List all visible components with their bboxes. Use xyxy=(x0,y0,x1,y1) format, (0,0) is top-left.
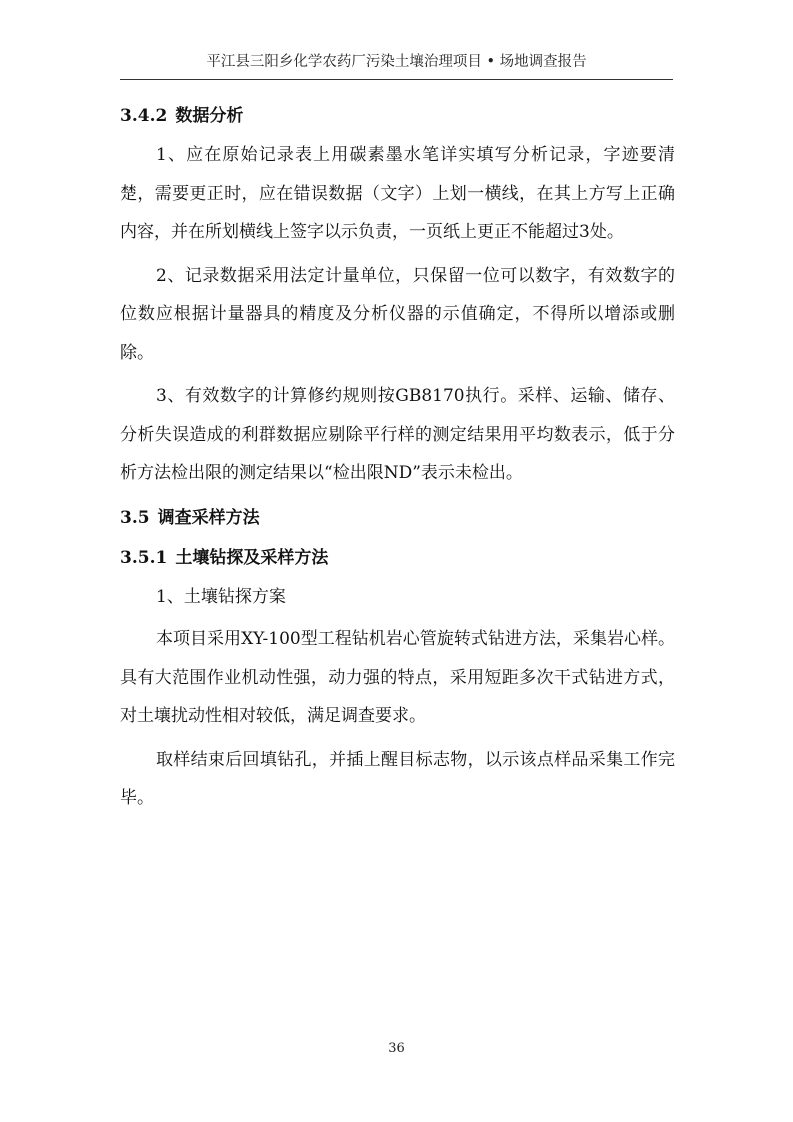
running-header: 平江县三阳乡化学农药厂污染土壤治理项目 • 场地调查报告 xyxy=(206,54,587,70)
section-number: 3.5 xyxy=(120,507,150,528)
paragraph: 1、应在原始记录表上用碳素墨水笔详实填写分析记录，字迹要清楚，需要更正时，应在错误数据（文字）上划一横线，在其上方写上正确内容，并在所划横线上签字以示负责，一页纸上更正不能超过3处。 xyxy=(120,145,675,242)
section-heading-3-5-1 xyxy=(120,538,675,578)
section-heading-3-4-2 xyxy=(120,96,675,136)
paragraph: 2、记录数据采用法定计量单位，只保留一位可以数字，有效数字的位数应根据计量器具的精度及分析仪器的示值确定，不得所以增添或删除。 xyxy=(120,265,675,363)
section-title: 数据分析 xyxy=(175,106,244,126)
section-number: 3.4.2 xyxy=(120,106,168,126)
paragraph: 1、土壤钻探方案 xyxy=(156,586,286,607)
section-title: 土壤钻探及采样方法 xyxy=(175,547,329,568)
paragraph: 取样结束后回填钻孔，并插上醒目标志物，以示该点样品采集工作完毕。 xyxy=(120,749,675,808)
section-heading-3-5 xyxy=(120,498,675,538)
paragraph: 本项目采用XY-100型工程钻机岩心管旋转式钻进方法，采集岩心样。具有大范围作业机动性强，动力强的特点，采用短距多次干式钻进方式，对土壤扰动性相对较低，满足调查要求。 xyxy=(120,629,675,726)
header-rule xyxy=(120,79,673,80)
paragraph: 3、有效数字的计算修约规则按GB8170执行。采样、运输、储存、分析失误造成的利群数据应剔除平行样的测定结果用平均数表示，低于分析方法检出限的测定结果以“检出限ND”表示未检出。 xyxy=(120,386,675,483)
section-title: 调查采样方法 xyxy=(157,507,260,528)
page-body xyxy=(120,96,675,823)
page-number: 36 xyxy=(388,1041,405,1056)
section-number: 3.5.1 xyxy=(120,547,168,568)
